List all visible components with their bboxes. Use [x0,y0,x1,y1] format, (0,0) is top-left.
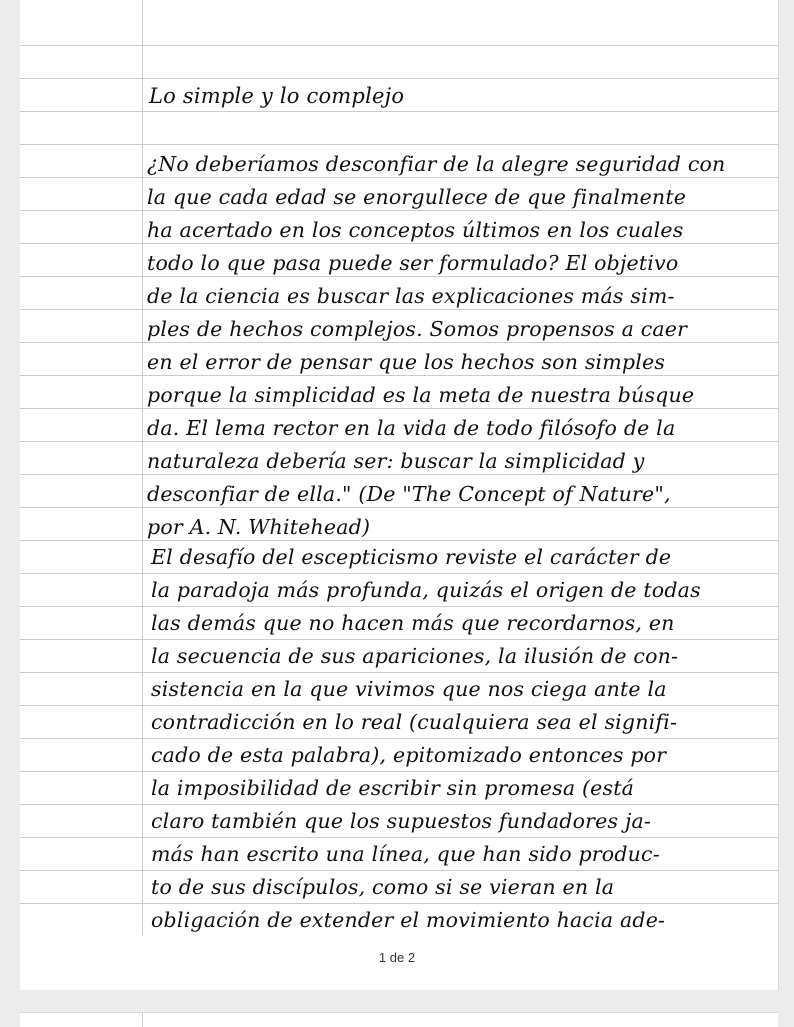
notebook-page [20,0,779,990]
page-top-margin [20,0,778,14]
essay-paragraph [151,541,701,937]
text-line: la que cada edad se enorgullece de que finalmente [147,185,687,209]
text-line: El desafío del escepticismo reviste el carácter de [151,545,672,569]
text-line: obligación de extender el movimiento hacia ade- [151,908,666,932]
text-line: sistencia en la que vivimos que nos ciega ante la [151,677,667,701]
text-line: porque la simplicidad es la meta de nuestra búsque [147,383,695,407]
text-line: la imposibilidad de escribir sin promesa (está [151,776,635,800]
text-line: la secuencia de sus apariciones, la ilusión de con- [151,644,679,668]
text-line: contradicción en lo real (cualquiera sea el signifi- [151,710,678,734]
text-line: de la ciencia es buscar las explicaciones más sim- [147,284,675,308]
text-line: cado de esta palabra), epitomizado entonces por [151,743,667,767]
text-line: todo lo que pasa puede ser formulado? El objetivo [147,251,679,275]
text-line: las demás que no hacen más que recordarnos, en [151,611,675,635]
text-line: la paradoja más profunda, quizás el origen de todas [151,578,701,602]
text-line: da. El lema rector en la vida de todo filósofo de la [147,416,676,440]
page-indicator: 1 de 2 [378,950,416,965]
text-line: en el error de pensar que los hechos son simples [147,350,666,374]
text-line: ples de hechos complejos. Somos propensos a caer [147,317,688,341]
text-line: ha acertado en los conceptos últimos en los cuales [147,218,684,242]
quote-paragraph [147,148,725,544]
text-line: naturaleza debería ser: buscar la simplicidad y [147,449,645,473]
margin-line [142,1013,143,1027]
text-line: desconfiar de ella." (De "The Concept of Nature", [147,482,671,506]
next-page-preview[interactable] [20,1012,778,1027]
text-line: claro también que los supuestos fundadores ja- [151,809,652,833]
text-line: ¿No deberíamos desconfiar de la alegre seguridad con [147,152,726,176]
text-line: por A. N. Whitehead) [147,515,371,539]
text-line: más han escrito una línea, que han sido produc- [151,842,660,866]
page-title: Lo simple y lo complejo [149,84,405,108]
margin-line [142,0,143,935]
text-line: to de sus discípulos, como si se vieran en la [151,875,615,899]
